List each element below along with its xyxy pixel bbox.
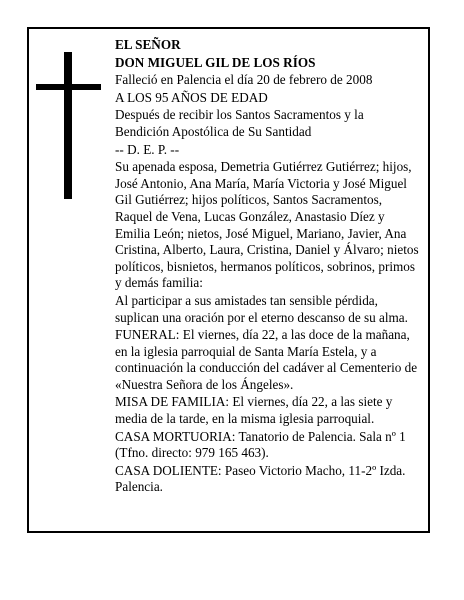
sacraments-text: Después de recibir los Santos Sacramentos y la Bendición Apostólica de Su Santidad <box>115 107 364 139</box>
death-info: Falleció en Palencia el día 20 de febrero de 2008 <box>115 72 373 88</box>
prayer-request: Al participar a sus amistades tan sensible pérdida, suplican una oración por el eterno descanso de su alma. <box>115 292 408 325</box>
cross-icon <box>36 52 101 199</box>
family-mass-info: MISA DE FAMILIA: El viernes, día 22, a las siete y media de la tarde, en la misma iglesia parroquial. <box>115 394 393 427</box>
obituary-text <box>115 37 421 497</box>
deceased-name: DON MIGUEL GIL DE LOS RÍOS <box>115 54 316 70</box>
family-home-info: CASA DOLIENTE: Paseo Victorio Macho, 11-2º Izda. Palencia. <box>115 462 406 495</box>
age-at-death: A LOS 95 AÑOS DE EDAD <box>115 89 268 105</box>
cross-vertical-bar <box>64 52 72 199</box>
funeral-info: FUNERAL: El viernes, día 22, a las doce de la mañana, en la iglesia parroquial de Santa María Estela, y a continuación la conducción del cadáver al Cementerio de «Nuestra Señora de los Ángeles». <box>115 327 418 392</box>
rip-text: -- D. E. P. -- <box>115 141 180 157</box>
family-list: Su apenada esposa, Demetria Gutiérrez Gutiérrez; hijos, José Antonio, Ana María, María Victoria y José Miguel Gil Gutiérrez; hijos políticos, Santos Sacramentos, Raquel de Vena, Lucas González, Anastasio Díez y Emilia León; nietos, José Miguel, Mariano, Javier, Ana Cristina, Alberto, Laura, Cristina, Daniel y Álvaro; nietos políticos, bisnietos, hermanos políticos, sobrinos, primos y demás familia: <box>115 159 419 291</box>
funeral-home-info: CASA MORTUORIA: Tanatorio de Palencia. Sala nº 1 (Tfno. directo: 979 165 463). <box>115 428 406 461</box>
cross-horizontal-bar <box>36 84 101 90</box>
heading-title: EL SEÑOR <box>115 37 181 52</box>
